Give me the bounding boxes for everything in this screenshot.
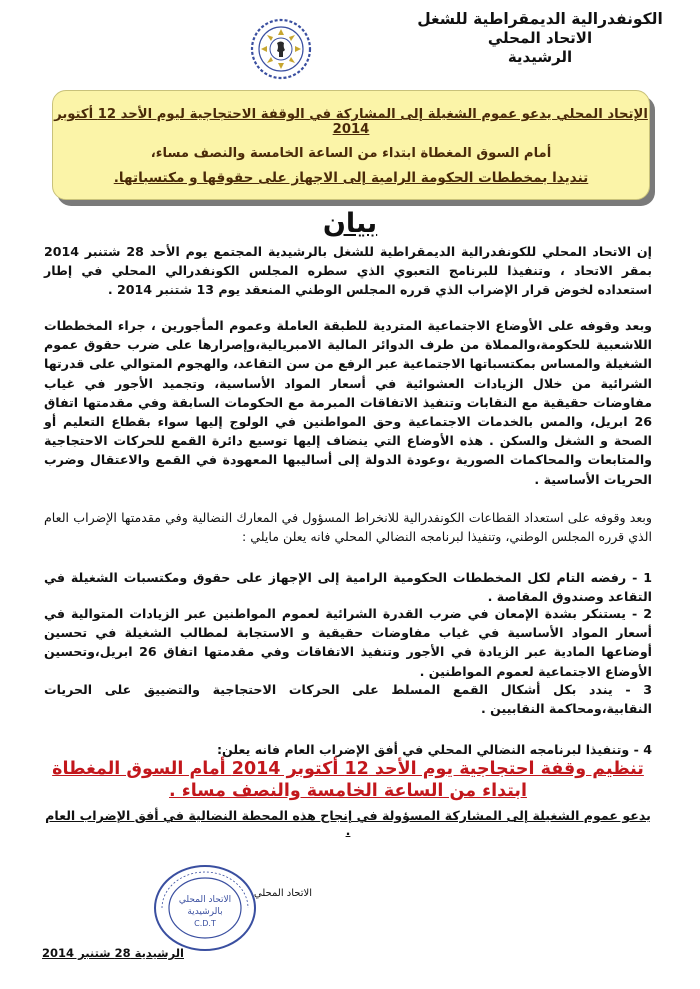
declaration-item-2: 2 - يستنكر بشدة الإمعان في ضرب القدرة الشرائية لعموم المواطنين عبر الزيادات المتوالية في أسعار المواد الأساسية في غياب مفاوضات حقيقية و الاستجابة لمطالب الشغيلة في تحسين أوضاعها المادية عبر الزيادة في الأجور وتنفيذ الاتفاقات وفي مقدمتها اتفاق 26 ابريل،وتحسين الأوضاع الاجتماعية لعموم المواطنين .	[44, 606, 652, 679]
stamp-text-2: بالرشيدية	[187, 907, 223, 917]
declaration-item-4: 4 - وتنفيذا لبرنامجه النضالي المحلي في أفق الإضراب العام فانه يعلن:	[216, 742, 652, 757]
protest-callout: تنظيم وقفة احتجاجية يوم الأحد 12 أكتوبر 2014 أمام السوق المغطاة ابتداء من الساعة الخامسة والنصف مساء .	[52, 759, 644, 801]
org-name: الكونفدرالية الديمقراطية للشغل	[417, 10, 663, 28]
signature-label: الاتحاد المحلي	[253, 888, 312, 899]
organization-header	[410, 10, 670, 67]
banner-line-2: أمام السوق المغطاة ابتداء من الساعة الخامسة والنصف مساء،	[150, 146, 552, 161]
stamp-code: C.D.T	[194, 919, 216, 928]
banner-line-1: الإتحاد المحلي يدعو عموم الشغيلة إلى المشاركة في الوقفة الاحتجاجية ليوم الأحد 12 أكتوبر 2014	[54, 107, 648, 137]
announcement-banner	[52, 90, 650, 200]
paragraph-conditions: وبعد وقوفه على الأوضاع الاجتماعية المتردية للطبقة العاملة وعموم المأجورين ، جراء المخططات اللاشعبية للحكومة،والمملاة من طرف الدوائر المالية الامبريالية،وإصرارها على ضرب حقوق عموم الشغيلة والمساس بمكتسباتها الاجتماعية عبر الرفع من سن التقاعد، والهجوم المتوالي على قدرتها الشرائية من خلال الزيادات العشوائية في أسعار المواد الأساسية، وتجميد الأجور في غياب مفاوضات حقيقية مع النقابات وتنفيذ الاتفاقات المبرمة مع الحكومات السابقة وفي مقدمتها اتفاق 26 ابريل، والمس بالخدمات الاجتماعية وحق المواطنين في الولوج إليها سواء بقطاع التعليم أو الصحة و الشغل والسكن . هذه الأوضاع التي ينضاف إليها توسيع دائرة القمع للحركات الاحتجاجية والمتابعات والمحاكمات الصورية ،وعودة الدولة إلى أساليبها المعهودة في القمع والاعتقال وضرب الحريات الأساسية .	[44, 318, 652, 487]
stamp-text-1: الاتحاد المحلي	[178, 895, 232, 905]
banner-line-3: تنديدا بمخططات الحكومة الرامية إلى الاجهاز على حقوقها و مكتسباتها.	[113, 170, 589, 186]
org-local-union: الاتحاد المحلي	[487, 29, 593, 47]
statement-title: بيان	[322, 208, 378, 239]
paragraph-declaration: وبعد وقوفه على استعداد القطاعات الكونفدرالية للانخراط المسؤول في المعارك النضالية وفي مقدمتها الإضراب العام الذي قرره المجلس الوطني، وتنفيذا لبرنامجه النضالي المحلي فانه يعلن مايلي :	[44, 510, 652, 545]
paragraph-intro: إن الاتحاد المحلي للكونفدرالية الديمقراطية للشغل بالرشيدية المجتمع يوم الأحد 28 شتنبر 2014 بمقر الاتحاد ، وتنفيذا للبرنامج التعبوي الذي سطره المجلس الكونفدرالي المحلي في إطار استعداده لخوض قرار الإضراب الذي قرره المجلس الوطني المنعقد يوم 13 شتنبر 2014 .	[44, 244, 652, 298]
closing-appeal: يدعو عموم الشغيلة إلى المشاركة المسؤولة في إنجاح هذه المحطة النضالية في أفق الإضراب العام .	[45, 808, 651, 838]
declaration-item-3: 3 - يندد بكل أشكال القمع المسلط على الحركات الاحتجاجية والتضييق على الحريات النقابية،ومحاكمة النقابيين .	[44, 682, 652, 717]
official-stamp-icon	[150, 862, 260, 954]
declaration-item-1: 1 - رفضه التام لكل المخططات الحكومية الرامية إلى الإجهاز على حقوق ومكتسبات الشغيلة في التقاعد وصندوق المقاصة .	[44, 570, 652, 605]
document-date: الرشيدية 28 شتنبر 2014	[42, 946, 184, 960]
org-city: الرشيدية	[507, 48, 573, 66]
cdt-logo-icon	[245, 16, 317, 82]
